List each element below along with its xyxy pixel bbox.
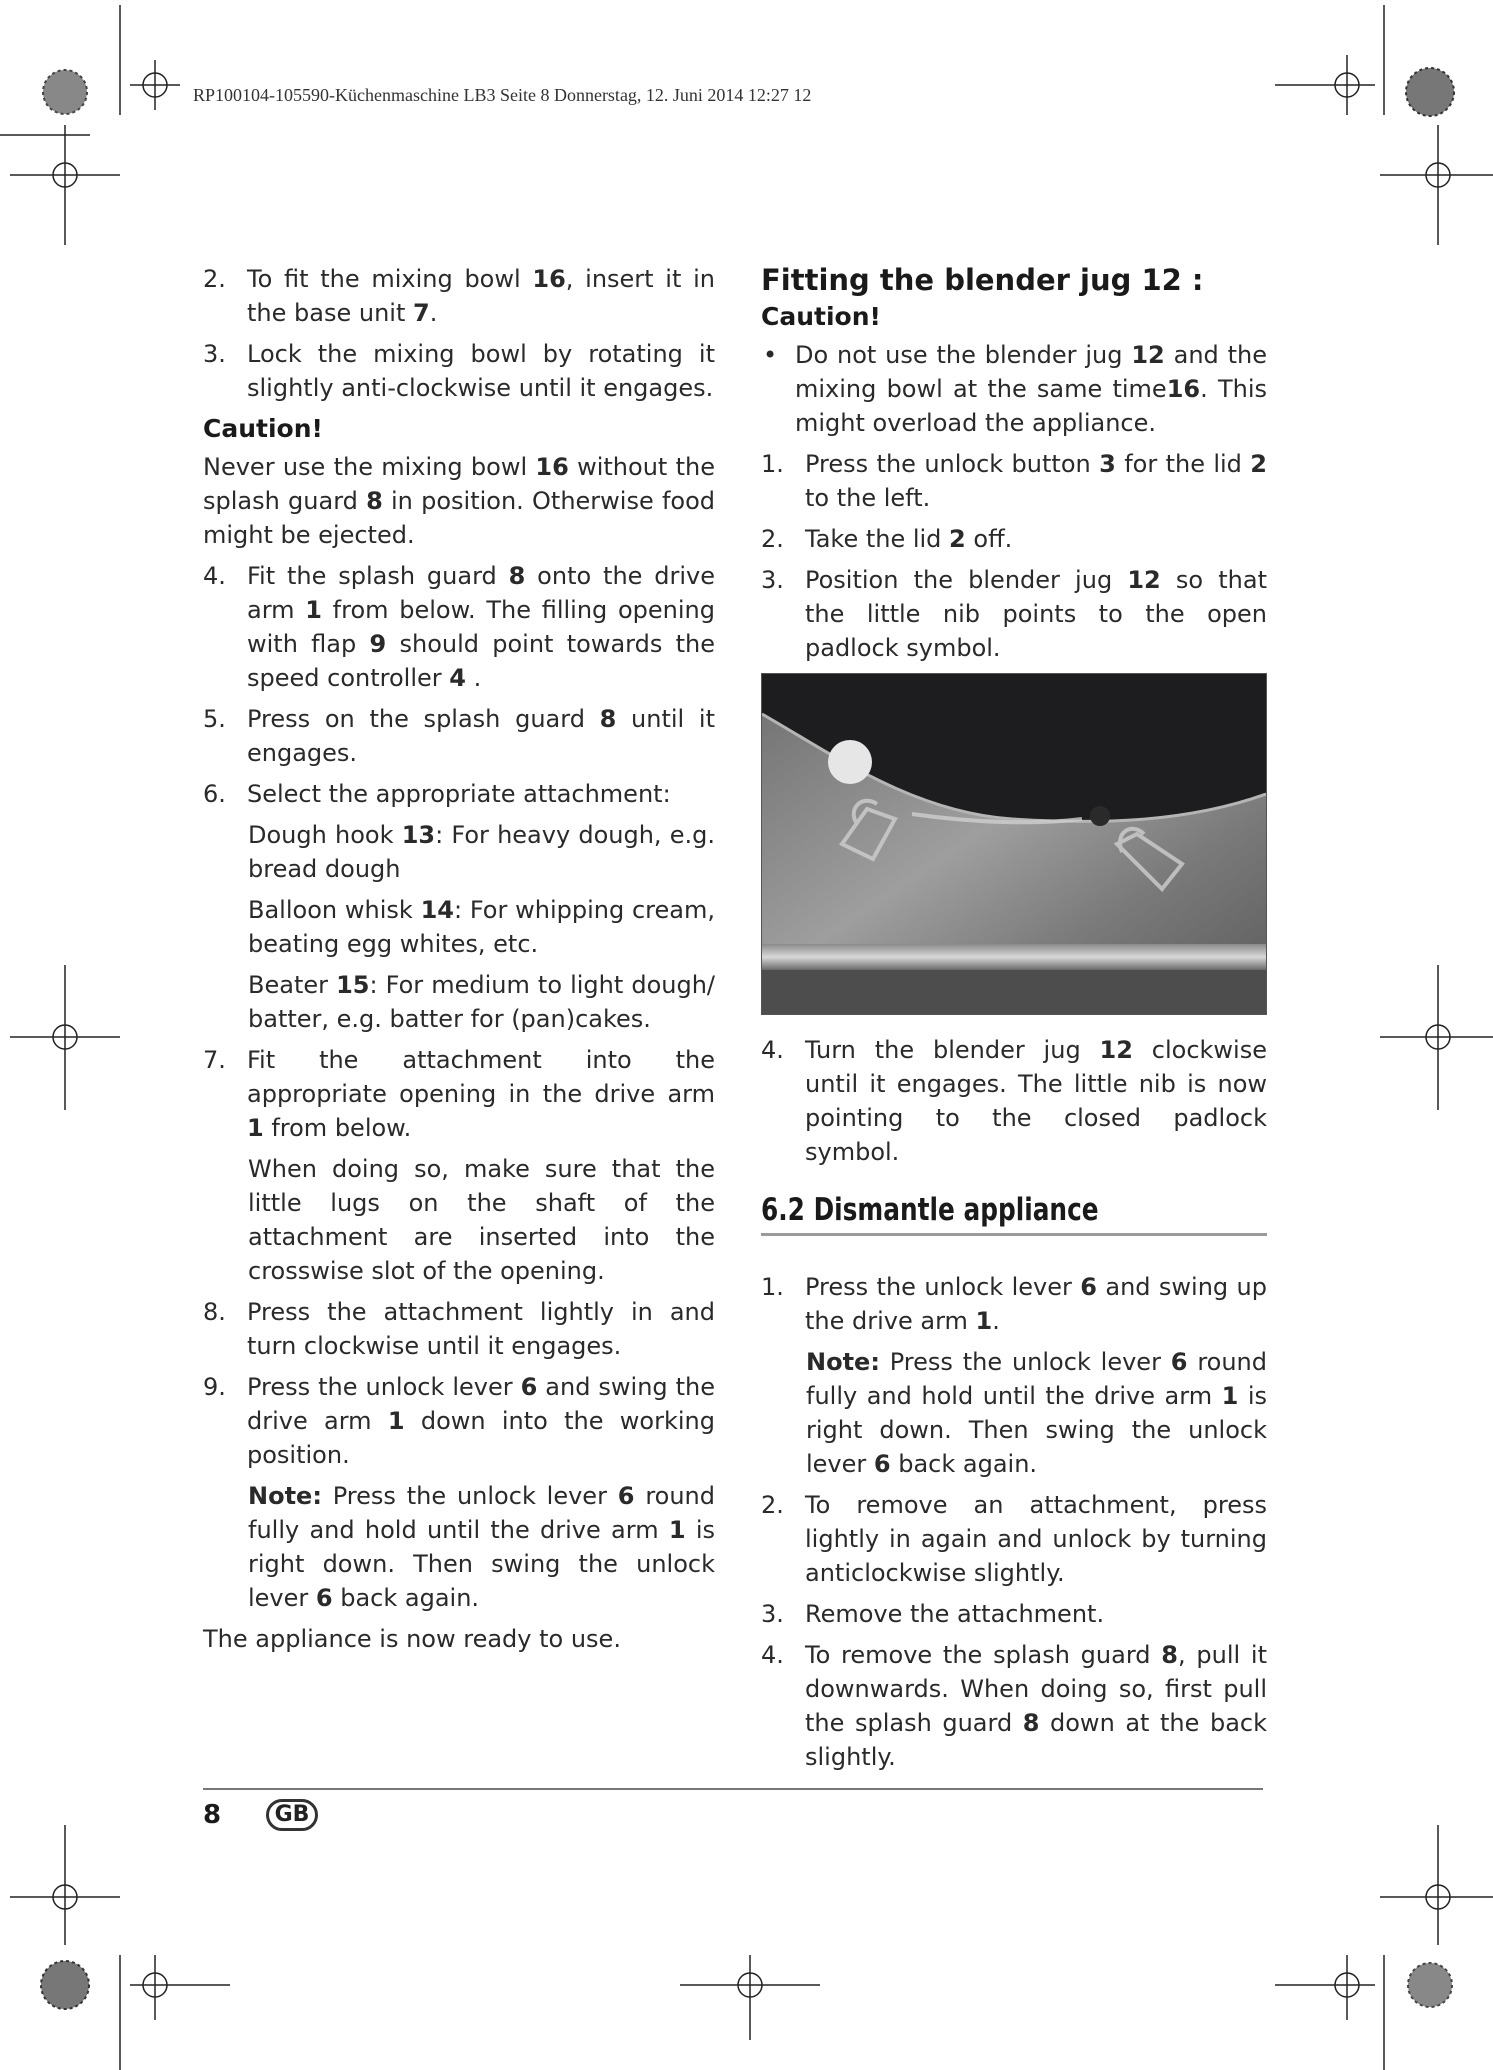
padlock-photo [761,673,1267,1015]
caution-text: Never use the mixing bowl 16 without the splash guard 8 in position. Otherwise food might be ejected. [203,453,715,549]
step-3: 3. Lock the mixing bowl by rotating it slightly anti-clockwise until it engages. [203,340,715,402]
section-heading-blender: Fitting the blender jug 12 : [761,263,1204,297]
dismantle-step-2: 2. To remove an attachment, press lightly in again and unlock by turning anticlockwise slightly. [761,1491,1267,1587]
dismantle-step-1: 1. Press the unlock lever 6 and swing up the drive arm 1. [761,1273,1267,1335]
step-5: 5. Press on the splash guard 8 until it engages. [203,705,715,767]
attachment-beater: Beater 15: For medium to light dough/ batter, e.g. batter for (pan)cakes. [248,971,716,1033]
footer-rule [203,1788,1263,1790]
step-4: 4. Fit the splash guard 8 onto the drive arm 1 from below. The filling opening with flap 9 should point towards the speed controller 4 . [203,562,716,692]
step-6: 6. Select the appropriate attachment: [203,780,671,808]
dismantle-note: Note: Press the unlock lever 6 round fully and hold until the drive arm 1 is right down. Then swing the unlock lever 6 back again. [806,1348,1268,1478]
blender-step-1: 1. Press the unlock button 3 for the lid 2 to the left. [761,450,1267,512]
blender-step-4: 4. Turn the blender jug 12 clockwise until it engages. The little nib is now pointing to the closed padlock symbol. [761,1036,1267,1166]
caution-bullet: • Do not use the blender jug 12 and the mixing bowl at the same time16. This might overload the appliance. [763,341,1268,437]
section-title-dismantle: 6.2 Dismantle appliance [761,1192,1099,1228]
caution-heading-right: Caution! [761,302,881,331]
blender-step-3: 3. Position the blender jug 12 so that the little nib points to the open padlock symbol. [761,566,1267,662]
right-column [761,262,1267,1781]
step-8: 8. Press the attachment lightly in and turn clockwise until it engages. [203,1298,715,1360]
print-slug: RP100104-105590-Küchenmaschine LB3 Seite 8 Donnerstag, 12. Juni 2014 12:27 12 [193,85,812,105]
caution-heading: Caution! [203,414,323,443]
left-column [203,262,715,1663]
step-2: 2. To fit the mixing bowl 16, insert it in the base unit 7. [203,265,715,327]
section-divider [761,1233,1267,1236]
dismantle-step-4: 4. To remove the splash guard 8, pull it downwards. When doing so, first pull the splash guard 8 down at the back slightly. [761,1641,1268,1771]
attachment-balloon-whisk: Balloon whisk 14: For whipping cream, beating egg whites, etc. [248,896,715,958]
ready-text: The appliance is now ready to use. [203,1625,621,1653]
attachment-dough-hook: Dough hook 13: For heavy dough, e.g. bread dough [248,821,715,883]
step-7-detail: When doing so, make sure that the little lugs on the shaft of the attachment are inserted into the crosswise slot of the opening. [248,1155,715,1285]
step-9: 9. Press the unlock lever 6 and swing the drive arm 1 down into the working position. [203,1373,716,1469]
note-text: Note: Press the unlock lever 6 round fully and hold until the drive arm 1 is right down. Then swing the unlock lever 6 back again. [248,1482,716,1612]
dismantle-step-3: 3. Remove the attachment. [761,1600,1105,1628]
country-badge: GB [266,1799,318,1831]
page-number: 8 [203,1800,222,1830]
blender-step-2: 2. Take the lid 2 off. [761,525,1013,553]
step-7: 7. Fit the attachment into the appropriate opening in the drive arm 1 from below. [203,1046,715,1142]
